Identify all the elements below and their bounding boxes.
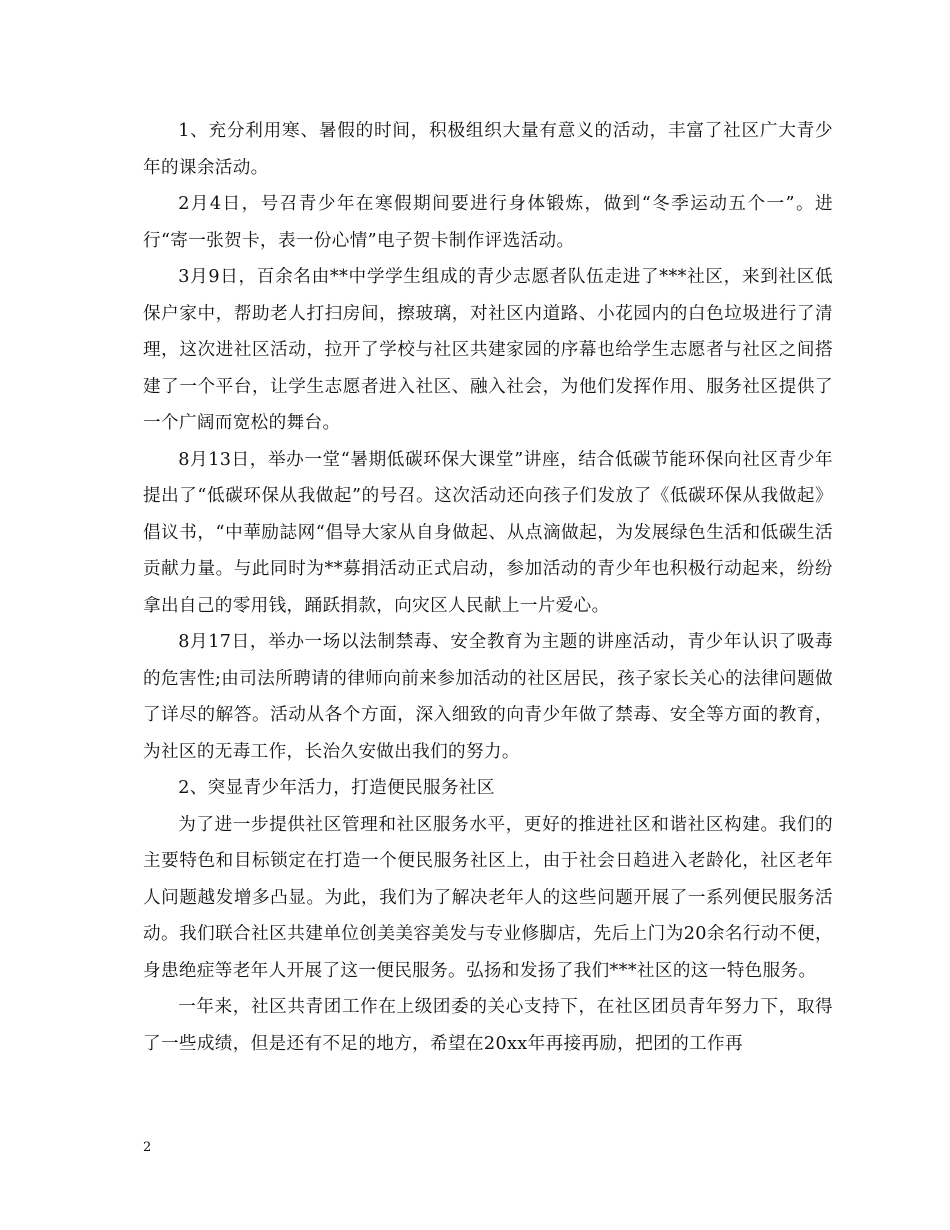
document-body <box>143 113 833 1062</box>
paragraph-winter-summer-activities: 1、充分利用寒、暑假的时间，积极组织大量有意义的活动，丰富了社区广大青少年的课余活动。 <box>143 121 833 178</box>
paragraph-mar-9: 3月9日，百余名由**中学学生组成的青少志愿者队伍走进了***社区，来到社区低保户家中，帮助老人打扫房间，擦玻璃，对社区内道路、小花园内的白色垃圾进行了清理，这次进社区活动，拉开了学校与社区共建家园的序幕也给学生志愿者与社区之间搭建了一个平台，让学生志愿者进入社区、融入社会，为他们发挥作用、服务社区提供了一个广阔而宽松的舞台。 <box>143 267 833 433</box>
section-heading-convenience-service: 2、突显青少年活力，打造便民服务社区 <box>178 778 495 798</box>
paragraph-feb-4: 2月4日，号召青少年在寒假期间要进行身体锻炼，做到“冬季运动五个一”。进行“寄一张贺卡，表一份心情”电子贺卡制作评选活动。 <box>143 194 833 251</box>
page-number: 2 <box>143 1140 152 1155</box>
paragraph-convenience-service: 为了进一步提供社区管理和社区服务水平，更好的推进社区和谐社区构建。我们的主要特色和目标锁定在打造一个便民服务社区上，由于社会日趋进入老龄化，社区老年人问题越发增多凸显。为此，我们为了解决老年人的这些问题开展了一系列便民服务活动。我们联合社区共建单位创美美容美发与专业修脚店，先后上门为20余名行动不便，身患绝症等老年人开展了这一便民服务。弘扬和发扬了我们***社区的这一特色服务。 <box>143 814 833 981</box>
paragraph-year-summary: 一年来，社区共青团工作在上级团委的关心支持下，在社区团员青年努力下，取得了一些成绩，但是还有不足的地方，希望在20xx年再接再励，把团的工作再 <box>143 997 833 1054</box>
paragraph-aug-13: 8月13日，举办一堂“暑期低碳环保大课堂”讲座，结合低碳节能环保向社区青少年提出了“低碳环保从我做起”的号召。这次活动还向孩子们发放了《低碳环保从我做起》倡议书，“中華励誌网“倡导大家从自身做起、从点滴做起，为发展绿色生活和低碳生活贡献力量。与此同时为**募捐活动正式启动，参加活动的青少年也积极行动起来，纷纷拿出自己的零用钱，踊跃捐款，向灾区人民献上一片爱心。 <box>143 449 833 616</box>
paragraph-aug-17: 8月17日，举办一场以法制禁毒、安全教育为主题的讲座活动，青少年认识了吸毒的危害性;由司法所聘请的律师向前来参加活动的社区居民，孩子家长关心的法律问题做了详尽的解答。活动从各个方面，深入细致的向青少年做了禁毒、安全等方面的教育，为社区的无毒工作，长治久安做出我们的努力。 <box>143 632 833 762</box>
